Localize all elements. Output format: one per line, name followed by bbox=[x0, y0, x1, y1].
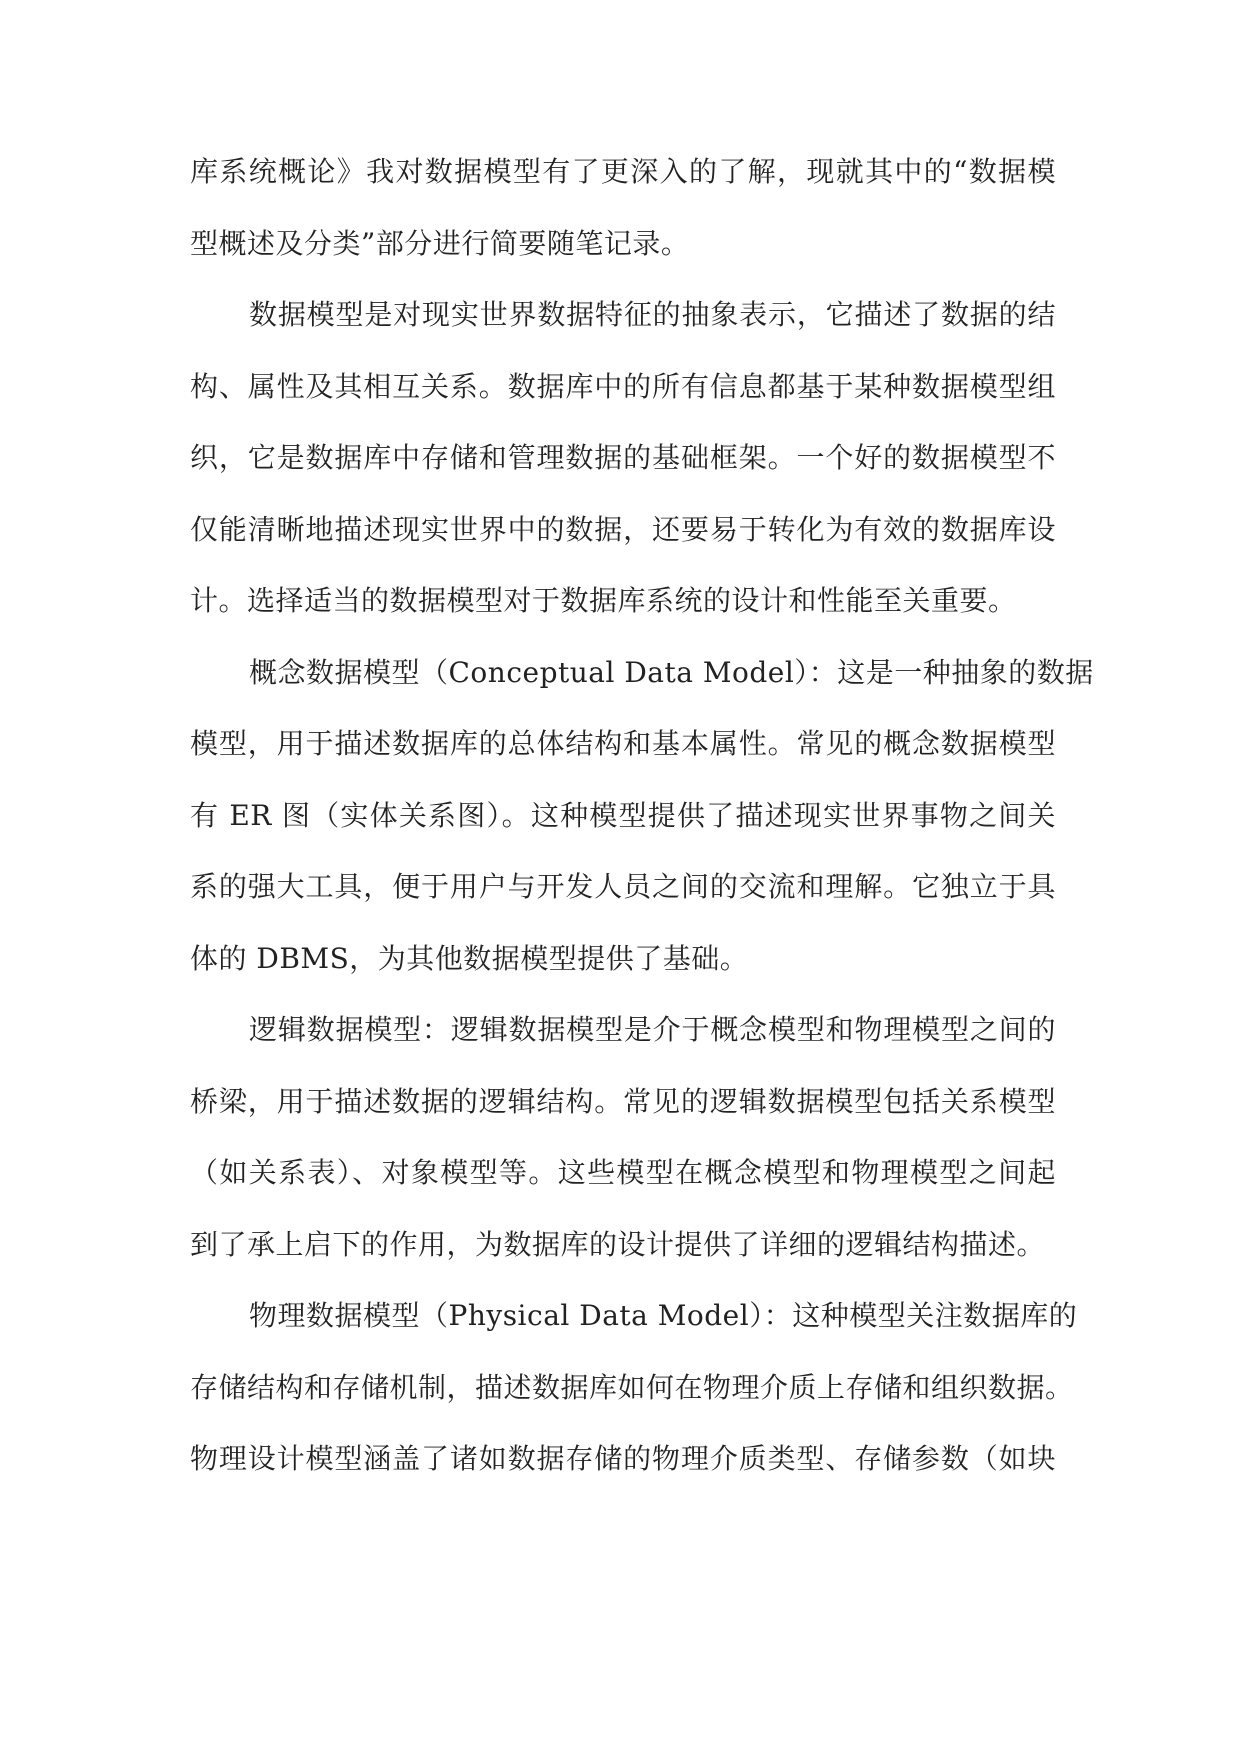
text-line: 物理设计模型涵盖了诸如数据存储的物理介质类型、存储参数（如块 bbox=[190, 1442, 1056, 1475]
body-text bbox=[190, 136, 1094, 1495]
text-line: 桥梁，用于描述数据的逻辑结构。常见的逻辑数据模型包括关系模型 bbox=[190, 1084, 1056, 1118]
text-line: 到了承上启下的作用，为数据库的设计提供了详细的逻辑结构描述。 bbox=[190, 1227, 1046, 1261]
text-line: 库系统概论》我对数据模型有了更深入的了解，现就其中的“数据模 bbox=[190, 155, 1056, 188]
text-line: 构、属性及其相互关系。数据库中的所有信息都基于某种数据模型组 bbox=[190, 369, 1056, 403]
text-line: 模型，用于描述数据库的总体结构和基本属性。常见的概念数据模型 bbox=[190, 727, 1056, 760]
paragraph-first-line: 逻辑数据模型：逻辑数据模型是介于概念模型和物理模型之间的 bbox=[249, 1013, 1056, 1046]
paragraph-first-line: 数据模型是对现实世界数据特征的抽象表示，它描述了数据的结 bbox=[249, 298, 1056, 331]
text-line: 体的 DBMS，为其他数据模型提供了基础。 bbox=[190, 941, 749, 975]
paragraph-first-line: 物理数据模型（Physical Data Model）：这种模型关注数据库的 bbox=[249, 1299, 1078, 1332]
text-line: （如关系表）、对象模型等。这些模型在概念模型和物理模型之间起 bbox=[190, 1156, 1056, 1189]
text-line: 仅能清晰地描述现实世界中的数据，还要易于转化为有效的数据库设 bbox=[190, 512, 1056, 546]
text-line: 存储结构和存储机制，描述数据库如何在物理介质上存储和组织数据。 bbox=[190, 1370, 1074, 1404]
text-line: 系的强大工具，便于用户与开发人员之间的交流和理解。它独立于具 bbox=[190, 870, 1056, 903]
text-line: 织，它是数据库中存储和管理数据的基础框架。一个好的数据模型不 bbox=[190, 441, 1056, 474]
paragraph-first-line: 概念数据模型（Conceptual Data Model）：这是一种抽象的数据 bbox=[249, 655, 1094, 689]
text-line: 有 ER 图（实体关系图）。这种模型提供了描述现实世界事物之间关 bbox=[190, 798, 1056, 832]
text-line: 型概述及分类”部分进行简要随笔记录。 bbox=[190, 226, 690, 260]
text-line: 计。选择适当的数据模型对于数据库系统的设计和性能至关重要。 bbox=[190, 584, 1017, 617]
